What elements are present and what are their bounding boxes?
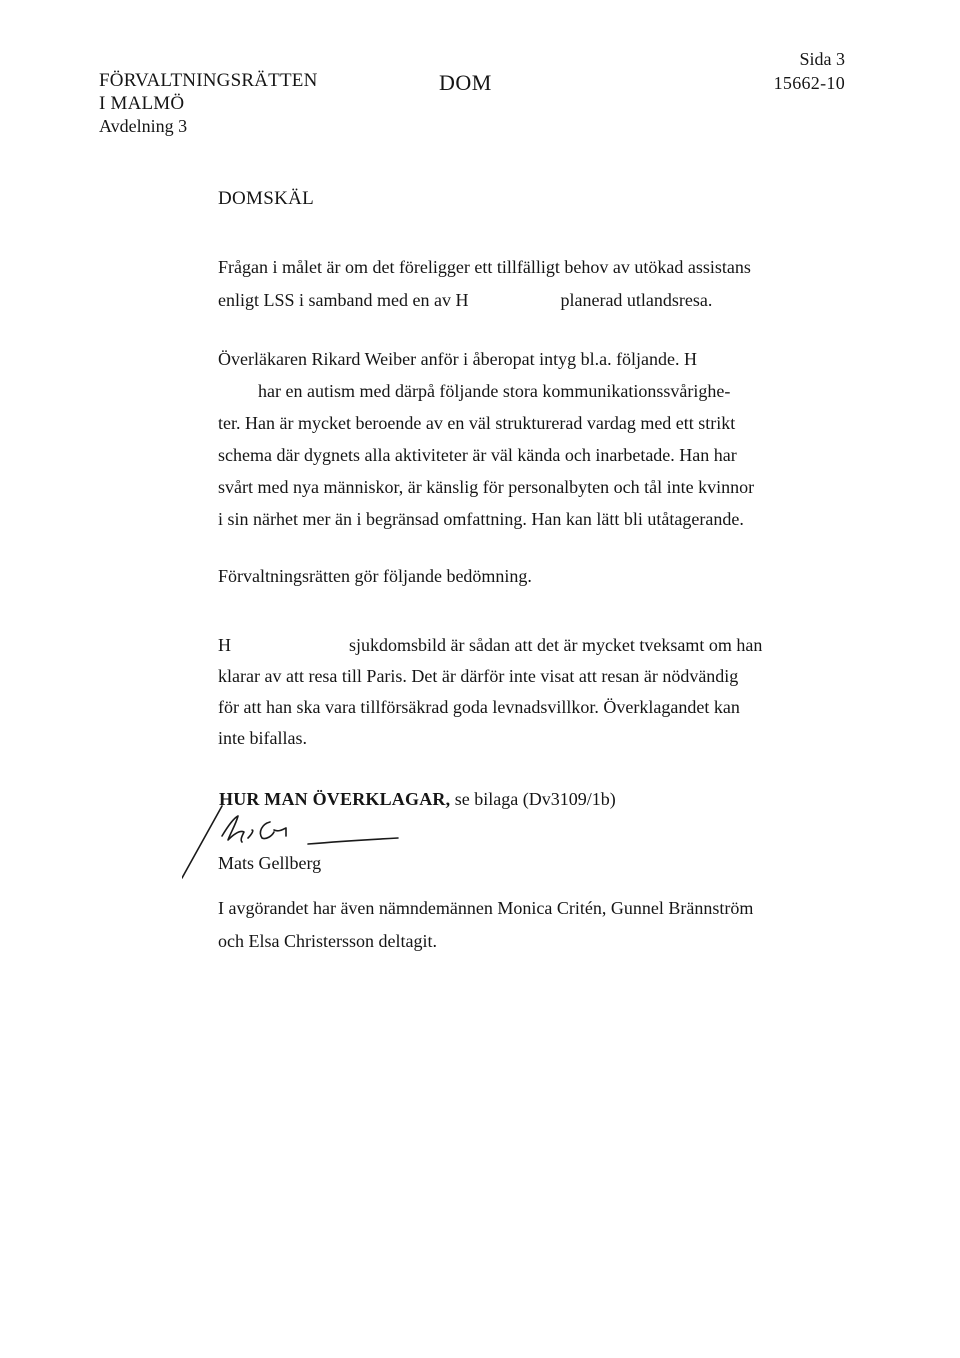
text-fragment: planerad utlandsresa. bbox=[560, 290, 713, 310]
text-fragment: enligt LSS i samband med en av H bbox=[218, 290, 469, 310]
court-department: Avdelning 3 bbox=[99, 116, 188, 136]
text-line bbox=[218, 284, 751, 317]
text-fragment: sjukdomsbild är sådan att det är mycket tveksamt om han bbox=[349, 635, 763, 655]
appeal-label: HUR MAN ÖVERKLAGAR, bbox=[219, 789, 451, 809]
paragraph-assessment-intro: Förvaltningsrätten gör följande bedömning. bbox=[218, 566, 532, 586]
court-name: FÖRVALTNINGSRÄTTEN bbox=[99, 70, 318, 91]
signature-stroke bbox=[260, 822, 274, 839]
text-line: svårt med nya människor, är känslig för personalbyten och tål inte kvinnor bbox=[218, 477, 755, 497]
signature-stroke bbox=[222, 816, 244, 842]
paragraph-question bbox=[218, 251, 751, 317]
text-line: och Elsa Christersson deltagit. bbox=[218, 931, 437, 951]
text-line: inte bifallas. bbox=[218, 728, 307, 748]
signature-slash-stroke bbox=[182, 806, 222, 878]
paragraph-assessment bbox=[218, 630, 762, 754]
paragraph-doctor-statement bbox=[218, 343, 754, 535]
signer-name: Mats Gellberg bbox=[218, 853, 322, 873]
text-line: Överläkaren Rikard Weiber anför i åberopat intyg bl.a. följande. H bbox=[218, 349, 698, 369]
paragraph-lay-judges bbox=[218, 892, 753, 958]
text-line: i sin närhet mer än i begränsad omfattning. Han kan lätt bli utåtagerande. bbox=[218, 509, 744, 529]
text-line bbox=[218, 630, 762, 661]
court-city: I MALMÖ bbox=[99, 93, 185, 114]
text-line: I avgörandet har även nämndemännen Monica Critén, Gunnel Brännström bbox=[218, 898, 754, 918]
case-number: 15662-10 bbox=[773, 73, 845, 93]
signature-underline bbox=[308, 838, 398, 844]
document-type-title: DOM bbox=[439, 70, 492, 95]
text-line: för att han ska vara tillförsäkrad goda levnadsvillkor. Överklagandet kan bbox=[218, 697, 740, 717]
text-line: ter. Han är mycket beroende av en väl strukturerad vardag med ett strikt bbox=[218, 413, 736, 433]
text-fragment: H bbox=[218, 635, 231, 655]
section-heading: DOMSKÄL bbox=[218, 188, 315, 209]
text-line: Frågan i målet är om det föreligger ett tillfälligt behov av utökad assistans bbox=[218, 257, 751, 277]
signature-stroke bbox=[274, 828, 286, 836]
text-line: schema där dygnets alla aktiviteter är väl kända och inarbetade. Han har bbox=[218, 445, 737, 465]
signature-stroke bbox=[248, 830, 253, 838]
text-line: klarar av att resa till Paris. Det är därför inte visat att resan är nödvändig bbox=[218, 666, 739, 686]
page-number: Sida 3 bbox=[799, 49, 845, 69]
text-line: har en autism med därpå följande stora kommunikationssvårighe- bbox=[258, 381, 731, 401]
appeal-reference: se bilaga (Dv3109/1b) bbox=[454, 789, 616, 809]
